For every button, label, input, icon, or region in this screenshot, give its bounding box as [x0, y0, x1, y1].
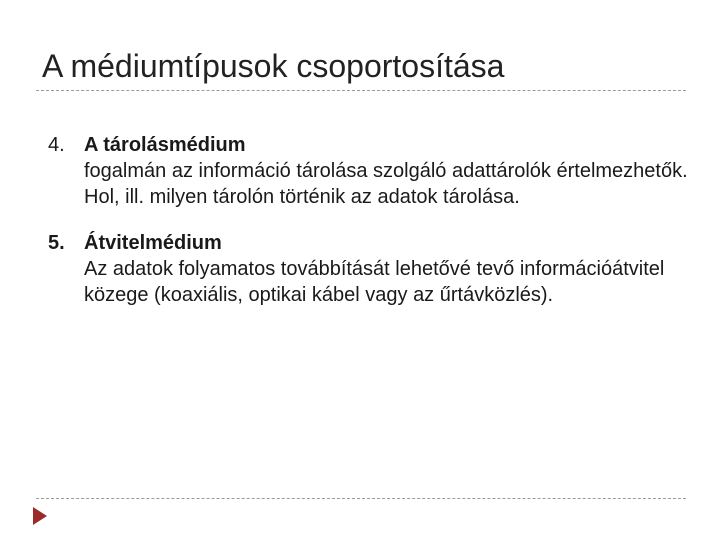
item-text: Az adatok folyamatos továbbítását lehetővé tevő információátvitel közege (koaxiális, optikai kábel vagy az űrtávközlés).	[84, 258, 665, 306]
list-item	[48, 230, 698, 308]
item-text: fogalmán az információ tárolása szolgáló adattárolók értelmezhetők. Hol, ill. milyen tárolón történik az adatok tárolása.	[84, 160, 688, 208]
slide-content	[48, 132, 698, 308]
item-number: 4.	[48, 134, 65, 156]
title-divider	[36, 90, 686, 91]
item-number: 5.	[48, 232, 65, 254]
item-heading: Átvitelmédium	[84, 232, 222, 254]
item-heading: A tárolásmédium	[84, 134, 246, 156]
footer-divider	[36, 498, 686, 499]
item-body	[84, 132, 698, 210]
slide-title: A médiumtípusok csoportosítása	[42, 48, 505, 84]
list-item	[48, 132, 698, 210]
triangle-right-icon	[32, 506, 48, 526]
item-body	[84, 230, 698, 308]
